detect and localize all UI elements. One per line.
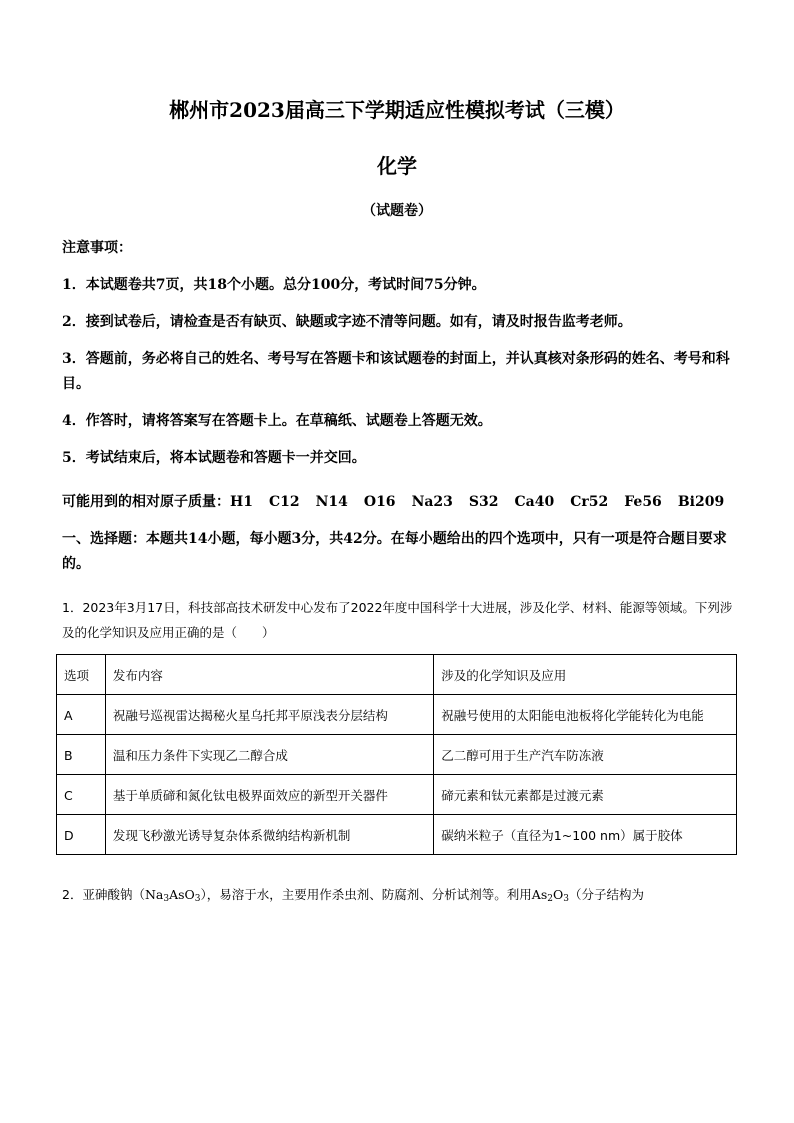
notes-heading: 注意事项： (62, 240, 132, 256)
formula-part: O (552, 887, 564, 902)
atomic-mass: S32 (468, 494, 499, 510)
note-item: 1．本试题卷共7页，共18个小题。总分100分，考试时间75分钟。 (62, 277, 486, 293)
atomic-mass: N14 (315, 494, 348, 510)
chemistry-knowledge: 碲元素和钛元素都是过渡元素 (434, 775, 737, 815)
note-item: 2．接到试卷后，请检查是否有缺页、缺题或字迹不清等问题。如有，请及时报告监考老师。 (62, 314, 632, 330)
note-item: 3．答题前，务必将自己的姓名、考号写在答题卡和该试题卷的封面上，并认真核对条形码的姓名、考号和科目。 (62, 351, 730, 392)
option-label: B (57, 735, 106, 775)
question-2-stem (62, 882, 752, 912)
formula-subscript: 3 (563, 894, 569, 904)
table-header-cell: 涉及的化学知识及应用 (434, 655, 737, 695)
table-row (57, 815, 737, 855)
exam-title: 郴州市2023届高三下学期适应性模拟考试（三模） (169, 98, 625, 122)
chemistry-knowledge: 祝融号使用的太阳能电池板将化学能转化为电能 (434, 695, 737, 735)
chemical-formula (532, 887, 569, 902)
atomic-mass: Ca40 (514, 494, 555, 510)
table-header-cell: 选项 (57, 655, 106, 695)
question-2-text: ），易溶于水，主要用作杀虫剂、防腐剂、分析试剂等。利用 (200, 887, 532, 902)
note-item: 4．作答时，请将答案写在答题卡上。在草稿纸、试题卷上答题无效。 (62, 413, 492, 429)
release-content: 祝融号巡视雷达揭秘火星乌托邦平原浅表分层结构 (105, 695, 433, 735)
question-1-stem: 1．2023年3月17日，科技部高技术研发中心发布了2022年度中国科学十大进展，涉及化学、材料、能源等领域。下列涉及的化学知识及应用正确的是（ ） (62, 600, 733, 640)
option-label: A (57, 695, 106, 735)
paper-type: （试题卷） (362, 203, 432, 219)
chemical-formula (145, 887, 201, 902)
formula-part: AsO (169, 887, 195, 902)
chemistry-knowledge: 乙二醇可用于生产汽车防冻液 (434, 735, 737, 775)
release-content: 温和压力条件下实现乙二醇合成 (105, 735, 433, 775)
question-2-text: 2．亚砷酸钠（ (62, 887, 145, 902)
formula-part: Na (144, 887, 164, 902)
atomic-mass: O16 (363, 494, 396, 510)
atomic-mass: H1 (230, 494, 253, 510)
section-heading: 一、选择题：本题共14小题，每小题3分，共42分。在每小题给出的四个选项中，只有一项是符合题目要求的。 (62, 531, 727, 572)
atomic-mass: Cr52 (570, 494, 609, 510)
question-1-table (56, 654, 737, 855)
formula-part: As (531, 887, 548, 902)
chemistry-knowledge: 碳纳米粒子（直径为1~100 nm）属于胶体 (434, 815, 737, 855)
release-content: 基于单质碲和氮化钛电极界面效应的新型开关器件 (105, 775, 433, 815)
table-row (57, 735, 737, 775)
atomic-mass: Na23 (411, 494, 453, 510)
question-2-text: （分子结构为 (568, 887, 644, 902)
release-content: 发现飞秒激光诱导复杂体系微纳结构新机制 (105, 815, 433, 855)
formula-subscript: 3 (194, 894, 201, 904)
option-label: D (57, 815, 106, 855)
notes-section (62, 236, 742, 471)
table-row (57, 775, 737, 815)
atomic-masses-label: 可能用到的相对原子质量： (62, 494, 230, 510)
formula-subscript: 2 (547, 894, 553, 904)
option-label: C (57, 775, 106, 815)
atomic-mass: Fe56 (624, 494, 662, 510)
table-header-cell: 发布内容 (105, 655, 433, 695)
atomic-mass: Bi209 (677, 494, 725, 510)
note-item: 5．考试结束后，将本试题卷和答题卡一并交回。 (62, 450, 366, 466)
subject-title: 化学 (377, 154, 417, 178)
atomic-mass: C12 (268, 494, 300, 510)
atomic-masses-line (62, 491, 742, 511)
table-header-row (57, 655, 737, 695)
table-row (57, 695, 737, 735)
formula-subscript: 3 (163, 894, 170, 904)
